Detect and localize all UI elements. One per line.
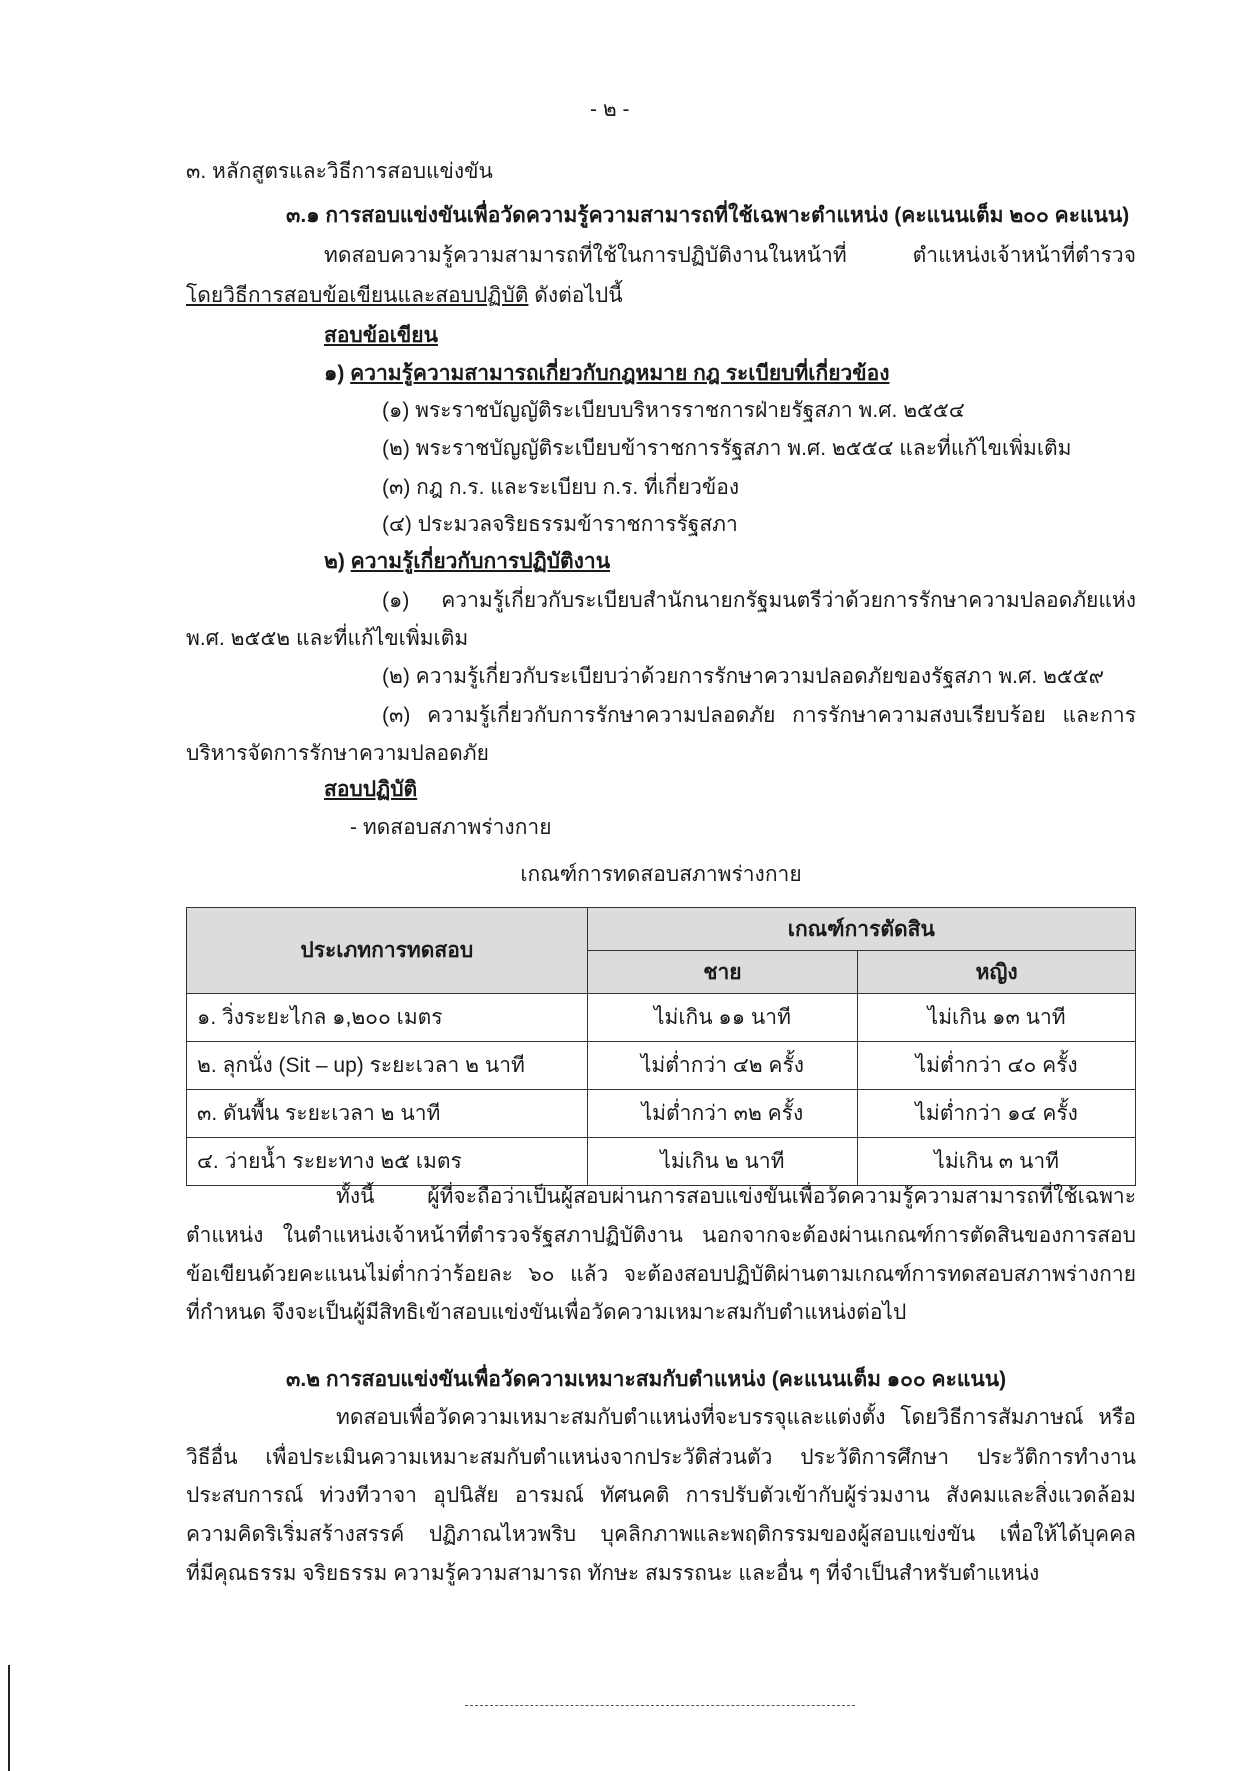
s32-line: ที่มีคุณธรรม จริยธรรม ความรู้ความสามารถ ทักษะ สมรรถนะ และอื่น ๆ ที่จำเป็นสำหรับตำแหน่ง (186, 1562, 1040, 1585)
end-divider (465, 1705, 855, 1706)
table-row (187, 1138, 1136, 1186)
s32-line: ประสบการณ์ ท่วงทีวาจา อุปนิสัย อารมณ์ ทัศนคติ การปรับตัวเข้ากับผู้ร่วมงาน สังคมและสิ่งแวดล้อม (186, 1484, 1136, 1507)
s32-line: วิธีอื่น เพื่อประเมินความเหมาะสมกับตำแหน่งจากประวัติส่วนตัว ประวัติการศึกษา ประวัติการทำงาน (186, 1446, 1136, 1469)
practical-item: - ทดสอบสภาพร่างกาย (350, 816, 552, 839)
topic-2-number: ๒) (324, 550, 351, 573)
female-criteria: ไม่เกิน ๑๓ นาที (858, 994, 1136, 1042)
header-test-type: ประเภทการทดสอบ (187, 908, 588, 994)
test-type: ๑. วิ่งระยะไกล ๑,๒๐๐ เมตร (187, 994, 588, 1042)
intro-line: ทดสอบความรู้ความสามารถที่ใช้ในการปฏิบัติงานในหน้าที่ ตำแหน่งเจ้าหน้าที่ตำรวจ (324, 244, 1136, 267)
test-type: ๒. ลุกนั่ง (Sit – up) ระยะเวลา ๒ นาที (187, 1042, 588, 1090)
header-criteria: เกณฑ์การตัดสิน (587, 908, 1135, 951)
written-exam-heading: สอบข้อเขียน (324, 324, 438, 347)
section-3-2-title: ๓.๒ การสอบแข่งขันเพื่อวัดความเหมาะสมกับตำแหน่ง (คะแนนเต็ม ๑๐๐ คะแนน) (286, 1368, 1007, 1391)
note-line: ทั้งนี้ ผู้ที่จะถือว่าเป็นผู้สอบผ่านการสอบแข่งขันเพื่อวัดความรู้ความสามารถที่ใช้เฉพาะ (336, 1185, 1136, 1208)
intro-method (186, 281, 623, 311)
table-row (187, 1090, 1136, 1138)
s32-line: ความคิดริเริ่มสร้างสรรค์ ปฏิภาณไหวพริบ บุคลิกภาพและพฤติกรรมของผู้สอบแข่งขัน เพื่อให้ได้บุคคล (186, 1523, 1136, 1546)
intro-underlined: โดยวิธีการสอบข้อเขียนและสอบปฏิบัติ (186, 284, 529, 307)
male-criteria: ไม่ต่ำกว่า ๔๒ ครั้ง (587, 1042, 858, 1090)
note-line: ที่กำหนด จึงจะเป็นผู้มีสิทธิเข้าสอบแข่งขันเพื่อวัดความเหมาะสมกับตำแหน่งต่อไป (186, 1301, 907, 1324)
topic-2-title: ความรู้เกี่ยวกับการปฏิบัติงาน (350, 550, 611, 573)
section-3-1-title: ๓.๑ การสอบแข่งขันเพื่อวัดความรู้ความสามารถที่ใช้เฉพาะตำแหน่ง (คะแนนเต็ม ๒๐๐ คะแนน) (286, 204, 1130, 227)
physical-test-table (186, 907, 1136, 1186)
topic-1-item: (๓) กฎ ก.ร. และระเบียบ ก.ร. ที่เกี่ยวข้อง (382, 476, 740, 499)
test-type: ๔. ว่ายน้ำ ระยะทาง ๒๕ เมตร (187, 1138, 588, 1186)
topic-2-item: (๒) ความรู้เกี่ยวกับระเบียบว่าด้วยการรักษาความปลอดภัยของรัฐสภา พ.ศ. ๒๕๕๙ (382, 665, 1105, 688)
table-title: เกณฑ์การทดสอบสภาพร่างกาย (520, 863, 802, 886)
s32-line: ทดสอบเพื่อวัดความเหมาะสมกับตำแหน่งที่จะบรรจุและแต่งตั้ง โดยวิธีการสัมภาษณ์ หรือ (336, 1406, 1136, 1429)
page-number: - ๒ - (590, 98, 630, 121)
header-female: หญิง (858, 951, 1136, 994)
topic-1-title: ความรู้ความสามารถเกี่ยวกับกฎหมาย กฎ ระเบียบที่เกี่ยวข้อง (350, 362, 890, 385)
header-male: ชาย (587, 951, 858, 994)
topic-2-item-cont: พ.ศ. ๒๕๕๒ และที่แก้ไขเพิ่มเติม (186, 627, 469, 650)
topic-2-item: (๓) ความรู้เกี่ยวกับการรักษาความปลอดภัย การรักษาความสงบเรียบร้อย และการ (382, 704, 1136, 727)
topic-1-item: (๑) พระราชบัญญัติระเบียบบริหารราชการฝ่ายรัฐสภา พ.ศ. ๒๕๕๔ (382, 399, 965, 422)
female-criteria: ไม่เกิน ๓ นาที (858, 1138, 1136, 1186)
topic-1-heading (324, 359, 890, 389)
topic-2-heading (324, 547, 610, 577)
note-line: ข้อเขียนด้วยคะแนนไม่ต่ำกว่าร้อยละ ๖๐ แล้ว จะต้องสอบปฏิบัติผ่านตามเกณฑ์การทดสอบสภาพร่างกาย (186, 1263, 1136, 1286)
topic-2-item-cont: บริหารจัดการรักษาความปลอดภัย (186, 742, 489, 765)
scan-edge-mark (8, 1665, 10, 1771)
topic-1-number: ๑) (324, 362, 351, 385)
intro-tail: ดังต่อไปนี้ (528, 284, 623, 307)
male-criteria: ไม่ต่ำกว่า ๓๒ ครั้ง (587, 1090, 858, 1138)
male-criteria: ไม่เกิน ๑๑ นาที (587, 994, 858, 1042)
table-row (187, 1042, 1136, 1090)
topic-1-item: (๒) พระราชบัญญัติระเบียบข้าราชการรัฐสภา พ.ศ. ๒๕๕๔ และที่แก้ไขเพิ่มเติม (382, 437, 1072, 460)
section-heading: ๓. หลักสูตรและวิธีการสอบแข่งขัน (186, 160, 493, 183)
female-criteria: ไม่ต่ำกว่า ๔๐ ครั้ง (858, 1042, 1136, 1090)
female-criteria: ไม่ต่ำกว่า ๑๔ ครั้ง (858, 1090, 1136, 1138)
topic-2-item: (๑) ความรู้เกี่ยวกับระเบียบสำนักนายกรัฐมนตรีว่าด้วยการรักษาความปลอดภัยแห่ง (382, 589, 1136, 612)
male-criteria: ไม่เกิน ๒ นาที (587, 1138, 858, 1186)
note-line: ตำแหน่ง ในตำแหน่งเจ้าหน้าที่ตำรวจรัฐสภาปฏิบัติงาน นอกจากจะต้องผ่านเกณฑ์การตัดสินของการสอบ (186, 1224, 1136, 1247)
table-row (187, 994, 1136, 1042)
practical-exam-heading: สอบปฏิบัติ (324, 778, 418, 801)
test-type: ๓. ดันพื้น ระยะเวลา ๒ นาที (187, 1090, 588, 1138)
topic-1-item: (๔) ประมวลจริยธรรมข้าราชการรัฐสภา (382, 513, 738, 536)
